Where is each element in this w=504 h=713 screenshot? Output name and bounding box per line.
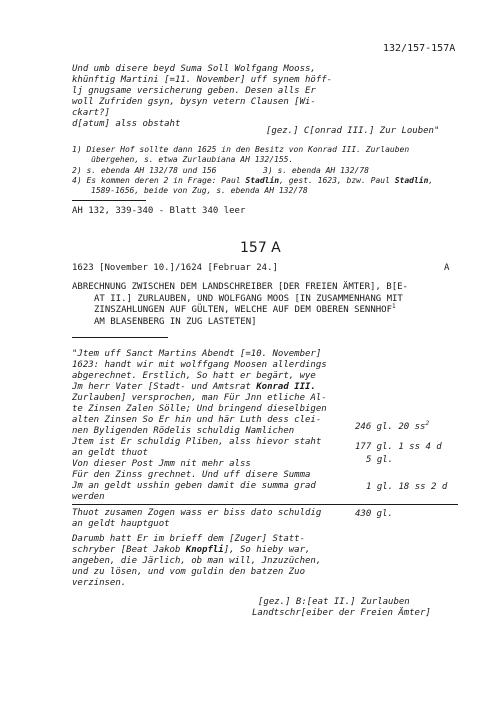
- ledger-text: ], So hieby war,: [223, 545, 311, 555]
- ledger-line: nen Byligenden Rödelis schuldig Namlichen: [72, 426, 295, 436]
- ledger-line: werden: [72, 492, 105, 502]
- entry-letter: A: [444, 263, 450, 273]
- ledger-text: Jm herr Vater [Stadt- und Amtsrat: [72, 382, 257, 392]
- footnote-1-cont: übergehen, s. etwa Zurlaubiana AH 132/155.: [91, 155, 294, 164]
- footnote-1: 1) Dieser Hof sollte dann 1625 in den Besitz von Konrad III. Zurlauben: [72, 145, 410, 154]
- ledger-line: Von dieser Post Jmm nit mehr alss: [72, 459, 251, 469]
- sum-rule: [72, 504, 458, 505]
- ledger-amount: [355, 422, 429, 432]
- footnote-4-text: 4) Es kommen deren 2 in Frage: Paul: [72, 176, 246, 185]
- entry-date: 1623 [November 10.]/1624 [Februar 24.]: [72, 263, 278, 273]
- entry-title-line: ABRECHNUNG ZWISCHEN DEM LANDSCHREIBER [DER FREIEN ÄMTER], B[E-: [72, 282, 408, 292]
- ledger-signature: [gez.] B:[eat II.] Zurlauben: [258, 597, 410, 607]
- ledger-line: Jm an geldt usshin geben damit die summa grad: [72, 481, 316, 491]
- entry-title-line: AM BLASENBERG IN ZUG LASTETEN]: [94, 317, 257, 327]
- ledger-line: "Jtem uff Sanct Martins Abendt [=10. November]: [72, 349, 322, 359]
- divider: [72, 200, 146, 201]
- page-reference: 132/157-157A: [383, 43, 456, 54]
- ledger-line: Jtem ist Er schuldig Pliben, alss hievor staht: [72, 437, 322, 447]
- ledger-line: und zu lösen, und vom guldin den batzen Zuo: [72, 567, 305, 577]
- quote-signature: [gez.] C[onrad III.] Zur Louben": [266, 126, 440, 136]
- quote-line: Und umb disere beyd Suma Soll Wolfgang Mooss,: [72, 64, 316, 74]
- archive-note: AH 132, 339-340 - Blatt 340 leer: [72, 206, 246, 216]
- footnote-2: 2) s. ebenda AH 132/78 und 156: [72, 166, 217, 175]
- footnote-4: [72, 176, 433, 187]
- ledger-name: Konrad III.: [256, 382, 316, 392]
- amount-text: 246 gl. 20 ss: [355, 422, 426, 432]
- ledger-line: Darumb hatt Er im brieff dem [Zuger] Statt-: [72, 534, 305, 544]
- footnote-3: 3) s. ebenda AH 132/78: [263, 166, 369, 175]
- ledger-total: 430 gl.: [355, 509, 393, 519]
- ledger-text: schryber [Beat Jakob: [72, 545, 186, 555]
- ledger-signature-title: Landtschr[eiber der Freien Ämter]: [252, 608, 431, 618]
- quote-line: lj gnugsame versicherung geben. Desen alls Er: [72, 86, 316, 96]
- quote-line: khünftig Martini [=11. November] uff synem höff-: [72, 75, 333, 85]
- footnote-4-text: ,: [428, 176, 434, 185]
- footnote-marker: 2: [425, 420, 430, 427]
- footnote-marker: 1: [392, 303, 396, 310]
- ledger-line: angeben, die Järlich, ob man will, Jnzuzüchen,: [72, 556, 322, 566]
- ledger-line: [72, 382, 316, 394]
- ledger-line: Zurlauben] versprochen, man Für Jnn etliche Al-: [72, 393, 327, 403]
- ledger-line: an geldt thuot: [72, 448, 148, 458]
- quote-line: woll Zufriden gsyn, bysyn vetern Clausen [Wi-: [72, 97, 316, 107]
- entry-number: 157 A: [240, 240, 281, 256]
- footnote-4-cont: 1589-1656, beide von Zug, s. ebenda AH 132/78: [91, 186, 308, 195]
- footnote-4-name: Stadlin: [394, 176, 429, 185]
- footnote-4-text: , gest. 1623, bzw. Paul: [279, 176, 395, 185]
- ledger-line: [72, 545, 310, 557]
- ledger-line: an geldt hauptguot: [72, 519, 170, 529]
- divider: [72, 337, 168, 338]
- ledger-line: alten Zinsen So Er hin und här Luth dess clei-: [72, 415, 322, 425]
- ledger-amount: 177 gl. 1 ss 4 d: [355, 442, 442, 452]
- entry-title-line: AT II.] ZURLAUBEN, UND WOLFGANG MOOS [IN ZUSAMMENHANG MIT: [94, 294, 403, 304]
- ledger-amount: 5 gl.: [366, 455, 394, 465]
- footnote-4-name: Stadlin: [245, 176, 280, 185]
- ledger-line: te Zinsen Zalen Sölle; Und bringend dieselbigen: [72, 404, 327, 414]
- ledger-line: Thuot zusamen Zogen wass er biss dato schuldig: [72, 508, 322, 518]
- ledger-line: Für den Zinss grechnet. Und uff disere Summa: [72, 470, 311, 480]
- ledger-amount: 1 gl. 18 ss 2 d: [366, 482, 448, 492]
- ledger-line: 1623: handt wir mit wolffgang Moosen allerdings: [72, 360, 327, 370]
- quote-line: ckart?]: [72, 108, 110, 118]
- entry-title-text: ZINSZAHLUNGEN AUF GÜLTEN, WELCHE AUF DEM OBEREN SENNHOF: [94, 305, 393, 315]
- ledger-name: Knopfli: [185, 545, 224, 555]
- quote-line: d[atum] alss obstaht: [72, 119, 181, 129]
- entry-title-line: [94, 305, 396, 315]
- ledger-line: abgerechnet. Erstlich, So hatt er begärt, wye: [72, 371, 316, 381]
- ledger-line: verzinsen.: [72, 578, 127, 588]
